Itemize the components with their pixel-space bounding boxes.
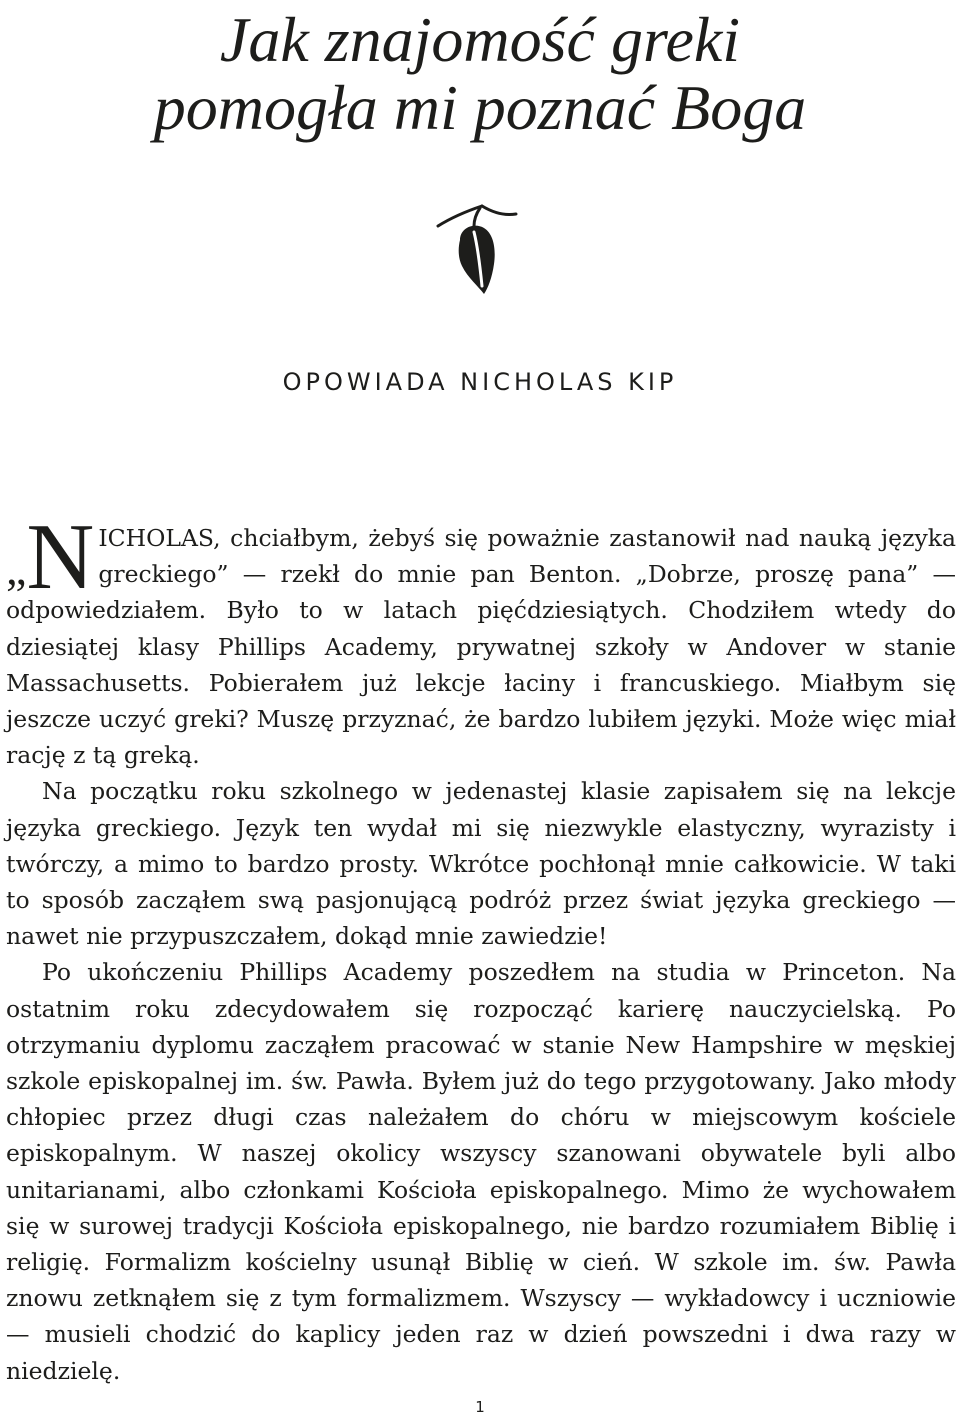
paragraph-2: Na początku roku szkolnego w jedenastej klasie zapisałem się na lekcje języka greckiego. Język ten wydał mi się niezwykle elastyczny, wyrazisty i twórczy, a mimo to bardzo prosty. Wkrótce pochłonął mnie całkowicie. W taki to sposób zacząłem swą pasjonującą podróż przez świat języka greckiego — nawet nie przypuszczałem, dokąd mnie zawiedzie! [6, 777, 956, 951]
leaf-ornament-icon [430, 200, 526, 300]
title-line-2: pomogła mi poznać Boga [153, 72, 807, 143]
dropcap-letter: N [26, 505, 95, 609]
page-title [0, 6, 960, 142]
article-body [6, 505, 956, 1389]
title-line-1: Jak znajomość greki [219, 4, 741, 75]
page-number: 1 [475, 1398, 485, 1416]
paragraph-3: Po ukończeniu Phillips Academy poszedłem na studia w Princeton. Na ostatnim roku zdecydowałem się rozpocząć karierę nauczycielską. Po otrzymaniu dyplomu zacząłem pracować w stanie New Hampshire w męskiej szkole episkopalnej im. św. Pawła. Byłem już do tego przygotowany. Jako młody chłopiec przez długi czas należałem do chóru w miejscowym kościele episkopalnym. W naszej okolicy wszyscy szanowani obywatele byli albo unitarianami, albo członkami Kościoła episkopalnego. Mimo że wychowałem się w surowej tradycji Kościoła episkopalnego, nie bardzo rozumiałem Biblię i religię. Formalizm kościelny usunął Biblię w cień. W szkole im. św. Pawła znowu zetknąłem się z tym formalizmem. Wszyscy — wykładowcy i uczniowie — musieli chodzić do kaplicy jeden raz w dzień powszedni i dwa razy w niedzielę. [6, 958, 956, 1385]
paragraph-1-text: chciałbym, żebyś się poważnie zastanowił nad nauką języka greckiego” — rzekł do mnie pan Benton. „Dobrze, proszę pana” — odpowiedziałem. Było to w latach pięćdziesiątych. Chodziłem wtedy do dziesiątej klasy Phillips Academy, prywatnej szkoły w Andover w stanie Massachusetts. Pobierałem już lekcje łaciny i francuskiego. Miałbym się jeszcze uczyć greki? Muszę przyznać, że bardzo lubiłem języki. Może więc miał rację z tą greką. [6, 524, 956, 770]
byline: OPOWIADA NICHOLAS KIP [282, 368, 678, 396]
first-word-rest: ICHOLAS, [98, 524, 221, 552]
opening-quote: „ [6, 543, 27, 594]
dropcap [6, 505, 95, 609]
paragraph-1 [6, 505, 956, 773]
